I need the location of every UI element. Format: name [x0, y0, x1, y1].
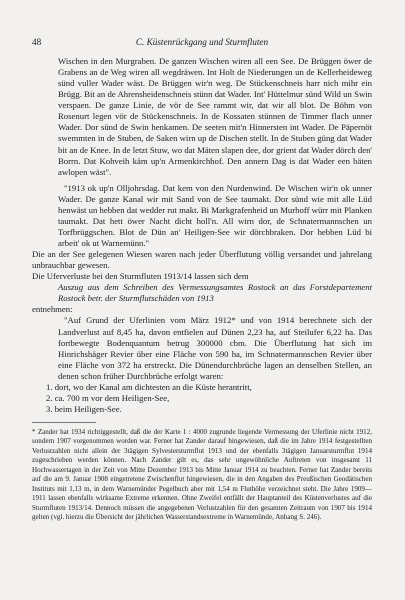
quote-paragraph-3: "Auf Grund der Uferlinien vom März 1912* und von 1914 berechnete sich der Landverlust auf 8,45 ha, davon entfielen auf Dünen 2,23 ha, auf Steilufer 6,22 ha. Das fortbewegte Bodenquantum betrug 300000 cbm. Die Überflutung hat sich im Hinrichshäger Revier über eine Fläche von 590 ha, im Schnatermannschen Revier über eine Fläche von 372 ha erstreckt. Die Dünendurchbrüche lagen an denselben Stellen, an denen schon früher Durchbrüche erfolgt waren: — [58, 315, 372, 381]
running-title: C. Küstenrückgang und Sturmfluten — [135, 37, 269, 47]
quote-paragraph-2: "1913 ok up'n Olljohrsdag. Dat kem von den Nurdenwind. De Wischen wir'n ok unner Wader. De ganze Kanal wir mit Sand von de See taumakt. Dor sünd wie mit alle Lüd henwäst un hebben dat wedder rut makt. Bi Markgrafenheid un Murhoff würr mit Planken taumakt. Dat hett öwer Nacht dicht holl'n. All wirn dor, de Schnatermannschen un Torfbrüggschen. Blot de Dün an' Heiligen-See wir dörchbraken. Dor hebben Lüd bi arbeit' ok ut Warnemünn." — [58, 182, 372, 248]
page-number: 48 — [32, 37, 42, 47]
entnehmen-line: entnehmen: — [32, 304, 73, 315]
excerpt-title: Auszug aus dem Schreiben des Vermessungsamtes Rostock an das Forstdepartement Rostock betr. der Sturmflutschäden von 1913 — [58, 282, 372, 304]
list-item: 3. beim Heiligen-See. — [46, 403, 122, 414]
footnote: * Zander hat 1934 richtiggestellt, daß die der Karte 1 : 4000 zugrunde liegende Vermessung der Uferlinie nicht 1912, sondern 1907 vorgenommen worden war. Ferner hat Zander darauf hingewiesen, daß die im Jahre 1914 festgestellten Verlustzahlen nicht allein der 3tägigen Sylvestersturmflut 1913 und der ebenfalls 3tägigen Januarsturmflut 1914 zugeschrieben werden können. Nach Zander gilt es, das sehr ungewöhnliche Auftreten von insgesamt 11 Hochwassertagen in der Zeit von Mitte Dezember 1913 bis Mitte Januar 1914 zu beachten. Ferner hat Zander bereits auf die am 9. Januar 1908 eingetretene Zwischenflut hingewiesen, die in den Angaben des Preußischen Geodätischen Instituts mit 1,13 m, in dem Warnemünder Pegelbuch aber mit 1,54 m Fluthöhe verzeichnet steht. Die Jahre 1909—1911 lassen ebenfalls wirksame Extreme erkennen. Ohne Zweifel entfällt der Hauptanteil des Küstenverlustes auf die Sturmfluten 1913/14. Dennoch müssen die angegebenen Verlustzahlen für den gesamten Zeitraum von 1907 bis 1914 gelten (vgl. hierzu die Übersicht der jährlichen Wasserstandsextreme in Warnemünde, Anhang S. 246). — [32, 428, 372, 522]
page-body — [32, 56, 372, 523]
list-item: 2. ca. 700 m vor dem Heiligen-See, — [46, 392, 170, 403]
body-paragraph-versandet: Die an der See gelegenen Wiesen waren nach jeder Überflutung völlig versandet und jahrelang unbrauchbar gewesen. — [32, 249, 372, 271]
losses-intro: Die Uferverluste bei den Sturmfluten 1913/14 lassen sich dem — [32, 271, 249, 282]
footnote-divider — [32, 422, 96, 423]
breach-location-list — [32, 382, 372, 415]
page-header — [32, 37, 372, 49]
quote-paragraph-1: Wischen in den Murgraben. De ganzen Wischen wiren all een See. De Brüggen öwer de Grabens an de Weg wiren all wegdräwen. Int Holt de Niederungen un de Kellerheideweg sünd vuller Wader wäst. De Brüggen wir'n weg. De Stückenschneis harr nich mihr ein Brügg. Bit an de Ahrensheidenschneis stünn dat Wader. Int' Hüttelmur sünd Wild un Swin verspaen. De ganze Linie, de vör de See rammt wir, dat wir all blot. De Böhm von Rosenurt legen vör de Stückenschneis. In de Kossaten stünnen de Timmer flach unner Wader. Dor sünd de Swin henkamen. De seeten mit'n Hinnersten int Wader. De Päpernöt swemmten in de Stuben, de Saken wirn up de Dischen stellt. In de Stuben güng dat Wader bit an de Knee. In de letzt Stuw, wo dat Mäten slapen dee, dor grient dat Wader dörch den' Borrn. Dat Kohveih käm up'n Armenkirchhof. Den annern Dag is dat Wader een bäten awlopen wäst". — [58, 56, 372, 177]
list-item: 1. dort, wo der Kanal am dichtesten an die Küste herantritt, — [46, 381, 252, 392]
